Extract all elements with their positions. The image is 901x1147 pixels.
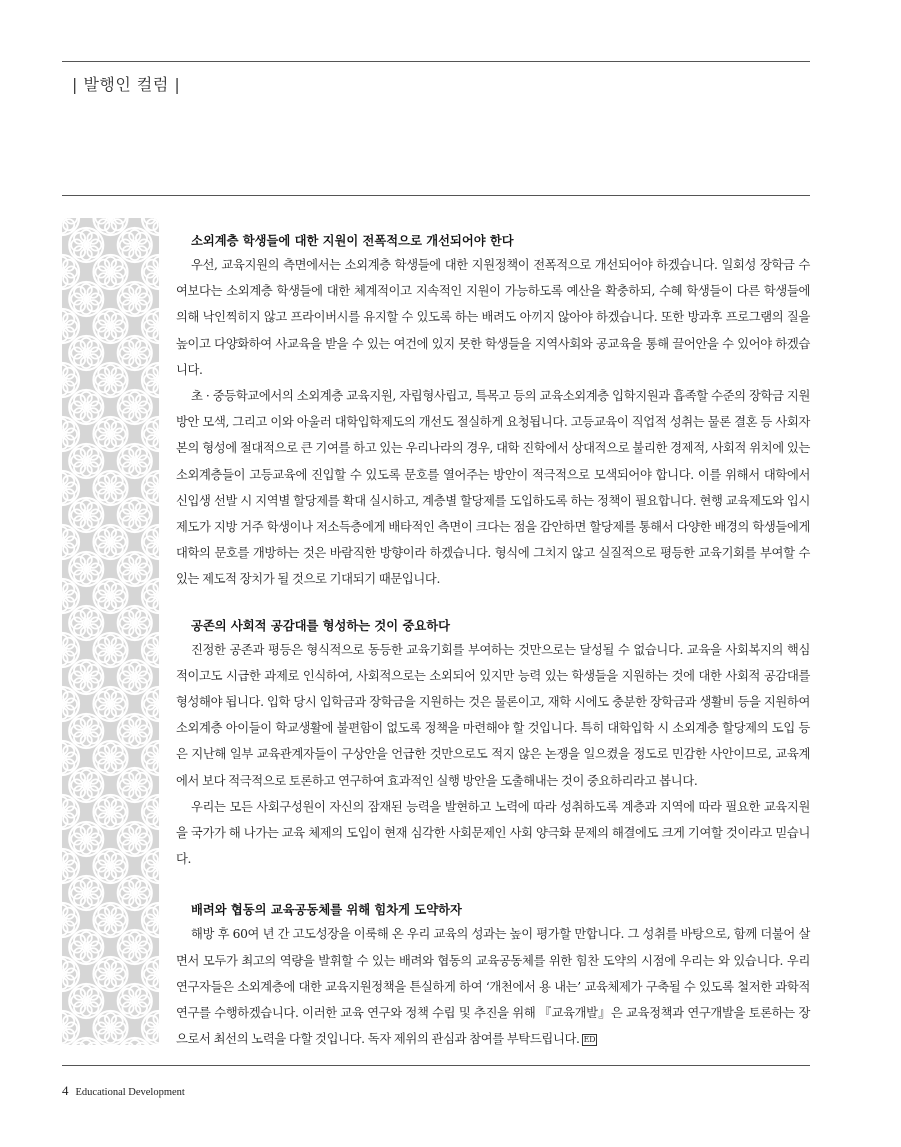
section-heading: 배려와 협동의 교육공동체를 위해 힘차게 도약하자 bbox=[191, 903, 462, 918]
publication-title: Educational Development bbox=[75, 1087, 185, 1098]
end-mark: ED bbox=[583, 1035, 596, 1045]
article-section bbox=[176, 230, 810, 593]
page-footer bbox=[62, 1082, 185, 1100]
article-section bbox=[176, 899, 810, 1052]
paragraph: 우리는 모든 사회구성원이 자신의 잠재된 능력을 발현하고 노력에 따라 성취하도록 계층과 지역에 따라 필요한 교육지원을 국가가 해 나가는 교육 체제의 도입이 현재 심각한 사회문제인 사회 양극화 문제의 해결에도 크게 기여할 것이라고 믿습니다. bbox=[176, 799, 810, 867]
article-section bbox=[176, 615, 810, 873]
paragraph-text: 해방 후 60여 년 간 고도성장을 이룩해 온 우리 교육의 성과는 높이 평가할 만합니다. 그 성취를 바탕으로, 함께 더불어 살면서 모두가 최고의 역량을 발휘할 수 있는 배려와 협동의 교육공동체를 위한 힘찬 도약의 시점에 우리는 와 있습니다. 우리 연구자들은 소외계층에 대한 교육지원정책을 튼실하게 하여 ‘개천에서 용 내는’ 교육체제가 구축될 수 있도록 철저한 과학적 연구를 수행하겠습니다. 이러한 교육 연구와 정책 수립 및 추진을 위해 『교육개발』은 교육정책과 연구개발을 토론하는 장으로서 최선의 노력을 다할 것입니다. 독자 제위의 관심과 참여를 부탁드립니다. bbox=[176, 927, 810, 1047]
footer-rule bbox=[62, 1065, 810, 1066]
paragraph bbox=[176, 921, 810, 1052]
page-number: 4 bbox=[62, 1083, 69, 1098]
paragraph: 우선, 교육지원의 측면에서는 소외계층 학생들에 대한 지원정책이 전폭적으로 개선되어야 하겠습니다. 일회성 장학금 수여보다는 소외계층 학생들에 대한 체계적이고 지속적인 지원이 가능하도록 예산을 확충하되, 수혜 학생들이 다른 학생들에 의해 낙인찍히지 않고 프라이버시를 유지할 수 있도록 하는 배려도 아끼지 않아야 하겠습니다. 또한 방과후 프로그램의 질을 높이고 다양화하여 사교육을 받을 수 있는 여건에 있지 못한 학생들을 지역사회와 공교육을 통해 끌어안을 수 있어야 하겠습니다. bbox=[176, 258, 810, 377]
paragraph: 진정한 공존과 평등은 형식적으로 동등한 교육기회를 부여하는 것만으로는 달성될 수 없습니다. 교육을 사회복지의 핵심적이고도 시급한 과제로 인식하여, 사회적으로는 소외되어 있지만 능력 있는 학생들을 지원하는 것에 대한 사회적 공감대를 형성해야 됩니다. 입학 당시 입학금과 장학금을 지원하는 것은 물론이고, 재학 시에도 충분한 장학금과 생활비 등을 지원하여 소외계층 아이들이 학교생활에 불편함이 없도록 정책을 마련해야 할 것입니다. 특히 대학입학 시 소외계층 할당제의 도입 등은 지난해 일부 교육관계자들이 구상안을 언급한 것만으로도 적지 않은 논쟁을 일으켰을 정도로 민감한 사안이므로, 교육계에서 보다 적극적으로 토론하고 연구하여 효과적인 실행 방안을 도출해내는 것이 중요하리라고 봅니다. bbox=[176, 642, 810, 788]
article-body bbox=[176, 230, 810, 1052]
column-label: | 발행인 컬럼 | bbox=[72, 75, 181, 94]
section-heading: 소외계층 학생들에 대한 지원이 전폭적으로 개선되어야 한다 bbox=[191, 234, 514, 248]
section-heading: 공존의 사회적 공감대를 형성하는 것이 중요하다 bbox=[191, 618, 450, 633]
header-rule bbox=[62, 195, 810, 196]
floral-pattern-band bbox=[62, 218, 159, 1045]
top-rule bbox=[62, 61, 810, 62]
paragraph: 초 · 중등학교에서의 소외계층 교육지원, 자립형사립고, 특목고 등의 교육소외계층 입학지원과 흡족할 수준의 장학금 지원 방안 모색, 그리고 이와 아울러 대학입학제도의 개선도 절실하게 요청됩니다. 고등교육이 직업적 성취는 물론 결혼 등 사회자본의 형성에 절대적으로 큰 기여를 하고 있는 우리나라의 경우, 대학 진학에서 상대적으로 불리한 경제적, 사회적 위치에 있는 소외계층들이 고등교육에 진입할 수 있도록 문호를 열어주는 방안이 적극적으로 모색되어야 합니다. 이를 위해서 대학에서 신입생 선발 시 지역별 할당제를 확대 실시하고, 계층별 할당제를 도입하도록 하는 정책이 필요합니다. 현행 교육제도와 입시제도가 지방 거주 학생이나 저소득층에게 배타적인 측면이 크다는 점을 감안하면 할당제를 통해서 다양한 배경의 학생들에게 대학의 문호를 개방하는 것은 바람직한 방향이라 하겠습니다. 형식에 그치지 않고 실질적으로 평등한 교육기회를 부여할 수 있는 제도적 장치가 될 것으로 기대되기 때문입니다. bbox=[176, 389, 810, 587]
